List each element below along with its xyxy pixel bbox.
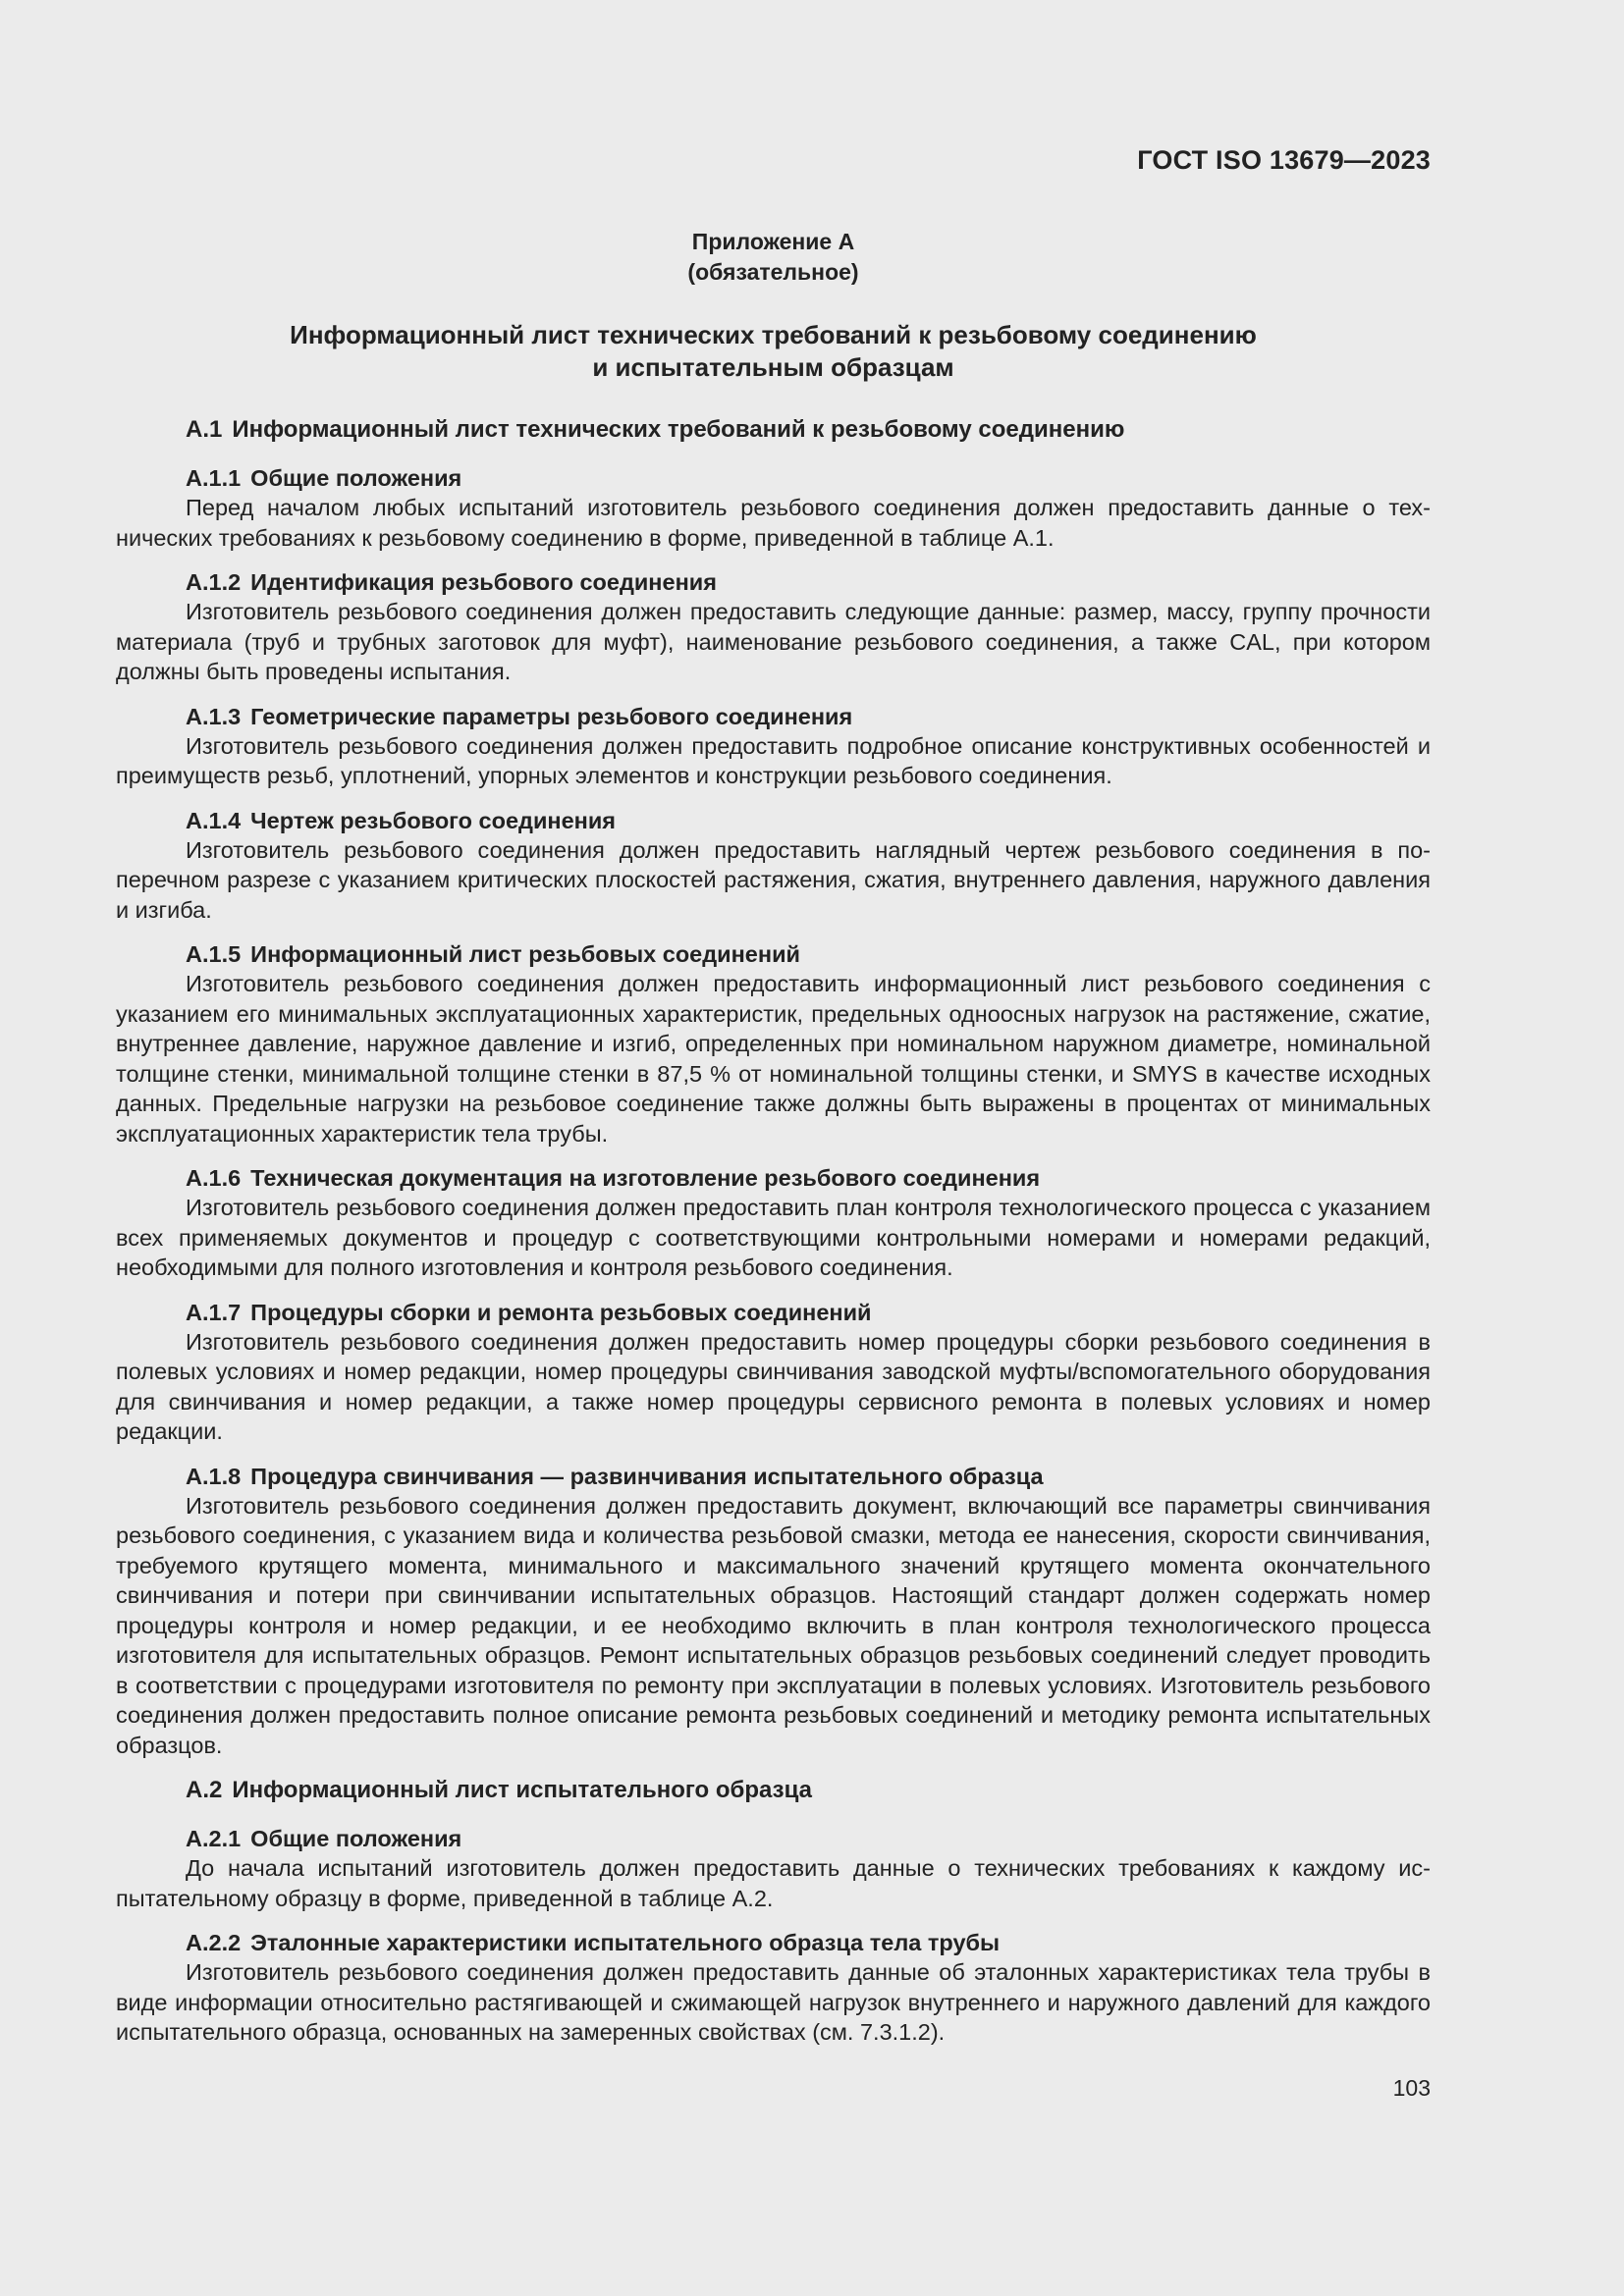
paragraph: До начала испытаний изготовитель должен предоставить данные о технических требованиях к каждому испытательному образцу в форме, приведенной в таблице А.2. — [116, 1855, 1431, 1911]
subsection-heading — [116, 939, 1431, 969]
section-a2-1 — [116, 1824, 1431, 1913]
subsection-title: Чертеж резьбового соединения — [250, 807, 617, 833]
section-a1-8 — [116, 1462, 1431, 1761]
section-a1-5 — [116, 939, 1431, 1148]
section-a1-6 — [116, 1163, 1431, 1283]
subsection-title: Эталонные характеристики испытательного образца тела трубы — [250, 1930, 1001, 1955]
subsection-title: Информационный лист резьбовых соединений — [250, 941, 800, 967]
subsection-heading — [116, 806, 1431, 835]
subsection-number: А.1.1 — [186, 465, 242, 491]
document-title-line-2: и испытательным образцам — [592, 352, 954, 382]
section-heading-a2 — [116, 1775, 1431, 1805]
document-title-line-1: Информационный лист технических требований к резьбовому соединению — [290, 320, 1257, 349]
section-a1-3 — [116, 702, 1431, 791]
section-a1-4 — [116, 806, 1431, 926]
subsection-title: Геометрические параметры резьбового соединения — [250, 703, 853, 729]
section-a1-2 — [116, 567, 1431, 687]
section-a1-7 — [116, 1298, 1431, 1447]
paragraph: Изготовитель резьбового соединения должен предоставить наглядный чертеж резьбового соединения в поперечном разрезе с указанием критических плоскостей растяжения, сжатия, внутреннего давления, наружного давления и изгиба. — [116, 836, 1431, 923]
subsection-title: Процедуры сборки и ремонта резьбовых соединений — [250, 1299, 872, 1325]
subsection-number: А.1.3 — [186, 703, 242, 729]
subsection-number: А.1.7 — [186, 1299, 242, 1325]
document-body — [116, 414, 1431, 2062]
paragraph: Изготовитель резьбового соединения должен предоставить план контроля технологического процесса с указанием всех применяемых документов и процедур с соответствующими контрольными номерами и номерами редакций, необходимыми для полного изготовления и контроля резьбового соединения. — [116, 1195, 1431, 1280]
subsection-number: А.1.5 — [186, 941, 242, 967]
section-heading-a1 — [116, 414, 1431, 445]
subsection-number: А.1.8 — [186, 1463, 242, 1489]
paragraph: Изготовитель резьбового соединения должен предоставить номер процедуры сборки резьбового соединения в полевых условиях и номер редакции, номер процедуры свинчивания заводской муфты/вспомогательного оборудования для свинчивания и номер редакции, а также номер процедуры сервисного ремонта в полевых условиях и номер редакции. — [116, 1328, 1431, 1444]
subsection-heading — [116, 567, 1431, 597]
document-page — [116, 0, 1431, 2296]
section-title: Информационный лист испытательного образца — [232, 1777, 812, 1803]
subsection-title: Процедура свинчивания — развинчивания испытательного образца — [250, 1463, 1044, 1489]
section-title: Информационный лист технических требований к резьбовому соединению — [232, 416, 1125, 443]
standard-code: ГОСТ ISO 13679—2023 — [1137, 145, 1431, 175]
subsection-heading — [116, 1928, 1431, 1957]
page-number: 103 — [1392, 2075, 1431, 2101]
subsection-number: А.1.6 — [186, 1165, 242, 1191]
subsection-heading — [116, 1824, 1431, 1853]
subsection-number: А.1.2 — [186, 569, 242, 595]
subsection-title: Общие положения — [250, 1826, 462, 1851]
subsection-heading — [116, 1462, 1431, 1491]
subsection-heading — [116, 463, 1431, 493]
paragraph: Изготовитель резьбового соединения должен предоставить данные об эталонных характеристиках тела трубы в виде информации относительно растягивающей и сжимающей нагрузок внутреннего и наружного давлений для каждого испытательного образца, основанных на замеренных свойствах (см. 7.3.1.2). — [116, 1959, 1431, 2045]
subsection-heading — [116, 1163, 1431, 1193]
subsection-title: Идентификация резьбового соединения — [250, 569, 717, 595]
subsection-number: А.2.2 — [186, 1930, 242, 1955]
section-number: А.1 — [186, 416, 223, 443]
subsection-number: А.2.1 — [186, 1826, 242, 1851]
subsection-number: А.1.4 — [186, 807, 242, 833]
paragraph: Изготовитель резьбового соединения должен предоставить подробное описание конструктивных особенностей и преимуществ резьб, уплотнений, упорных элементов и конструкции резьбового соединения. — [116, 732, 1431, 788]
subsection-title: Общие положения — [250, 465, 462, 491]
paragraph: Изготовитель резьбового соединения должен предоставить документ, включающий все параметры свинчивания резьбового соединения, с указанием вида и количества резьбовой смазки, метода ее нанесения, скорости свинчивания, требуемого крутящего момента, минимального и максимального значений крутящего момента окончательного свинчивания и потери при свинчивании испытательных образцов. Настоящий стандарт должен содержать номер процедуры контроля и номер редакции, и ее необходимо включить в план контроля технологического процесса изготовителя для испытательных образцов. Ремонт испытательных образцов резьбовых соединений следует проводить в соответствии с процедурами изготовителя по ремонту при эксплуатации в полевых условиях. Изготовитель резьбового соединения должен предоставить полное описание ремонта резьбовых соединений и методику ремонта испытательных образцов. — [116, 1492, 1431, 1758]
section-number: А.2 — [186, 1777, 223, 1803]
section-a2-2 — [116, 1928, 1431, 2048]
paragraph: Изготовитель резьбового соединения должен предоставить следующие данные: размер, массу, группу прочности материала (труб и трубных заготовок для муфт), наименование резьбового соединения, а также CAL, при котором должны быть проведены испытания. — [116, 599, 1431, 684]
subsection-title: Техническая документация на изготовление резьбового соединения — [250, 1165, 1041, 1191]
annex-status: (обязательное) — [687, 259, 859, 285]
subsection-heading — [116, 702, 1431, 731]
section-a1-1 — [116, 463, 1431, 553]
paragraph: Изготовитель резьбового соединения должен предоставить информационный лист резьбового соединения с указанием его минимальных эксплуатационных характеристик, предельных одноосных нагрузок на растяжение, сжатие, внутреннее давление, наружное давление и изгиб, определенных при номинальном наружном диаметре, номинальной толщине стенки, минимальной толщине стенки в 87,5 % от номинальной толщины стенки, и SMYS в качестве исходных данных. Предельные нагрузки на резьбовое соединение также должны быть выражены в процентах от минимальных эксплуатационных характеристик тела трубы. — [116, 971, 1431, 1147]
paragraph: Перед началом любых испытаний изготовитель резьбового соединения должен предоставить данные о технических требованиях к резьбовому соединению в форме, приведенной в таблице А.1. — [116, 495, 1431, 551]
document-title — [116, 319, 1431, 384]
annex-title: Приложение А — [691, 229, 855, 254]
subsection-heading — [116, 1298, 1431, 1327]
